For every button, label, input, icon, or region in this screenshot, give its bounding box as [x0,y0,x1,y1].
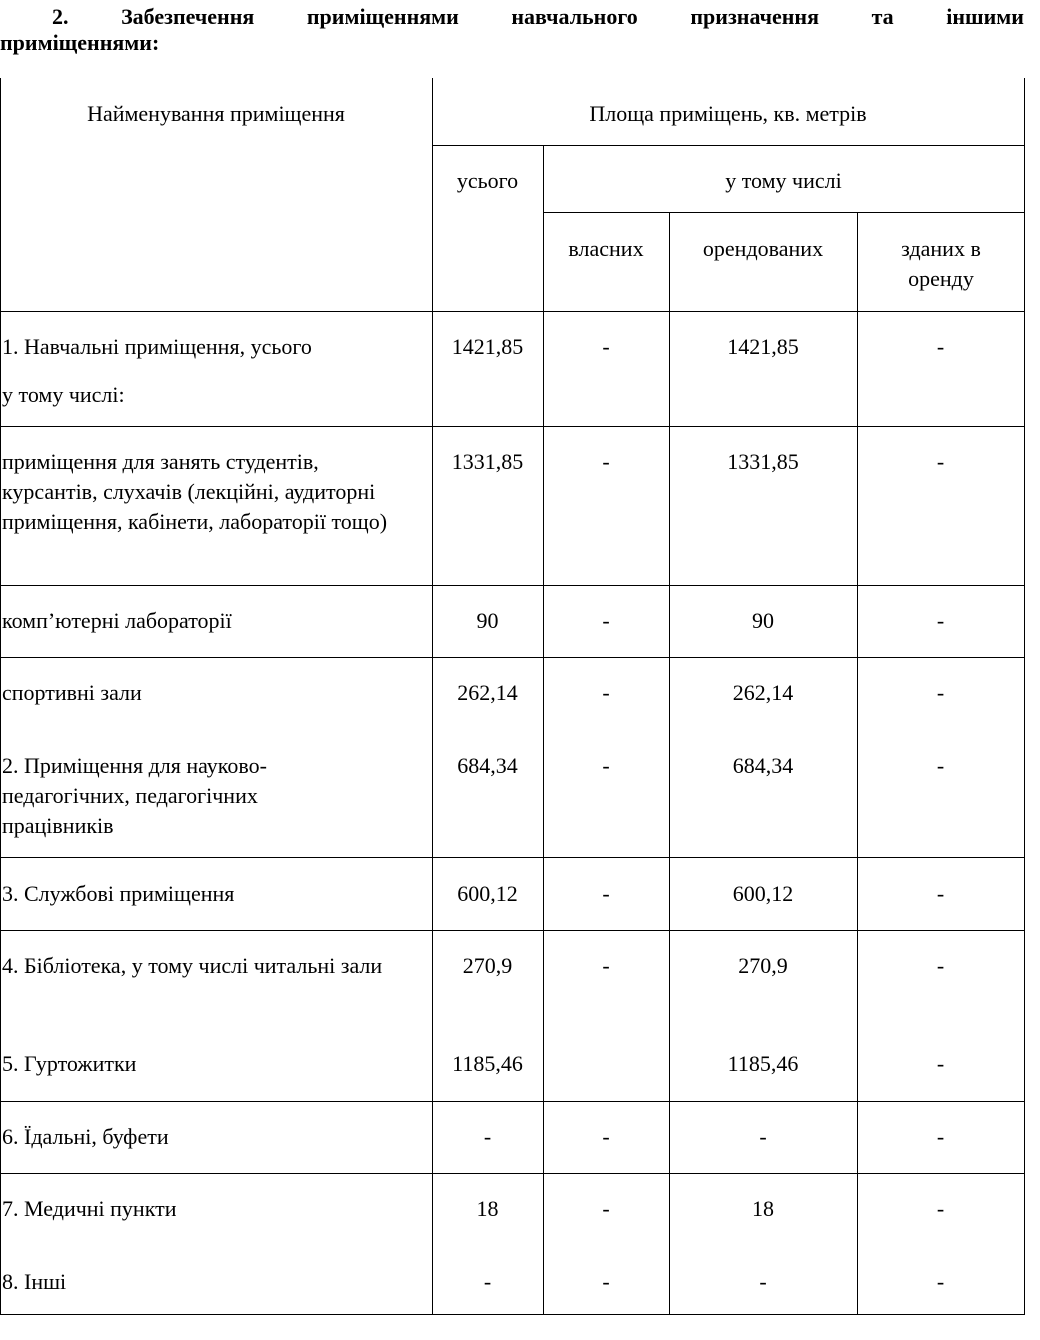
section-heading-line1 [0,4,1024,30]
cell-rented: 270,9 [738,953,788,978]
cell-rented: - [759,1269,767,1294]
row-divider [0,1101,1025,1102]
row-divider [0,930,1025,931]
row-name: 5. Гуртожитки [2,1051,137,1076]
cell-total: - [483,1269,492,1294]
header-total: усього [456,168,519,193]
cell-total: - [483,1124,492,1149]
row-divider [432,145,1025,146]
table-border-left [0,78,1,1315]
cell-rented: 1421,85 [727,334,799,359]
cell-total: 600,12 [457,881,518,906]
table-border-right [1024,78,1025,1315]
row-name: приміщення для занять студентів, курсантів, слухачів (лекційні, аудиторні приміщення, кабінети, лабораторії тощо) [2,449,388,534]
cell-leased-out: - [936,953,945,978]
cell-total: 262,14 [457,680,518,705]
cell-rented: - [759,1124,767,1149]
row-name: 8. Інші [2,1269,67,1294]
row-divider [0,1173,1025,1174]
cell-rented: 600,12 [732,881,794,906]
cell-leased-out: - [936,334,945,359]
cell-rented: 18 [752,1196,774,1221]
cell-leased-out: - [936,881,945,906]
row-name: комп’ютерні лабораторії [2,608,232,633]
cell-total: 1331,85 [451,449,524,474]
cell-leased-out: - [936,1269,945,1294]
cell-total: 270,9 [462,953,513,978]
row-name: 1. Навчальні приміщення, усього [2,334,312,359]
header-own: власних [568,236,644,261]
row-divider [0,311,1025,312]
row-subnote: у тому числі: [2,382,125,407]
row-divider [0,857,1025,858]
row-name: 4. Бібліотека, у тому числі читальні зали [2,953,383,978]
row-divider [0,585,1025,586]
cell-leased-out: - [936,449,945,474]
cell-rented: 90 [752,608,774,633]
header-including: у тому числі [725,168,842,193]
cell-leased-out: - [936,1124,945,1149]
cell-total: 1185,46 [452,1051,523,1076]
cell-own: - [602,334,610,359]
cell-own: - [602,608,610,633]
cell-rented: 1331,85 [727,449,799,474]
row-divider [0,657,1025,658]
heading-word: іншими [946,4,1024,29]
heading-word: приміщеннями [306,4,459,29]
row-divider [543,212,1025,213]
heading-word: 2. [52,4,69,29]
cell-rented: 262,14 [732,680,794,705]
cell-own: - [602,881,610,906]
row-name: 2. Приміщення для науково-педагогічних, педагогічних працівників [2,753,267,838]
cell-leased-out: - [936,608,945,633]
cell-total: 18 [476,1196,499,1221]
cell-leased-out: - [936,753,945,778]
cell-rented: 684,34 [732,753,794,778]
table-border-bottom [0,1314,1025,1315]
heading-word: Забезпечення [121,4,255,29]
row-name: спортивні зали [2,680,142,705]
cell-total: 90 [476,608,499,633]
heading-word: призначення [690,4,820,29]
header-name: Найменування приміщення [87,101,345,126]
header-rented: орендованих [702,236,824,261]
cell-leased-out: - [936,680,945,705]
heading-word: навчального [511,4,638,29]
cell-own: - [602,953,610,978]
section-heading [0,4,1024,56]
cell-own: - [602,680,610,705]
cell-total: 1421,85 [451,334,524,359]
cell-rented: 1185,46 [727,1051,799,1076]
heading-word: та [871,4,894,29]
cell-own: - [602,449,610,474]
cell-own: - [602,753,610,778]
cell-leased-out: - [936,1051,945,1076]
row-name: 7. Медичні пункти [2,1196,177,1221]
cell-own: - [602,1196,610,1221]
cell-total: 684,34 [457,753,518,778]
row-name: 6. Їдальні, буфети [2,1124,169,1149]
row-divider [0,426,1025,427]
section-heading-line2: приміщеннями: [0,30,160,55]
cell-own: - [602,1124,610,1149]
cell-leased-out: - [936,1196,945,1221]
header-area: Площа приміщень, кв. метрів [589,101,867,126]
cell-own: - [602,1269,610,1294]
header-leased-out: зданих в оренду [901,236,981,291]
row-name: 3. Службові приміщення [2,881,235,906]
